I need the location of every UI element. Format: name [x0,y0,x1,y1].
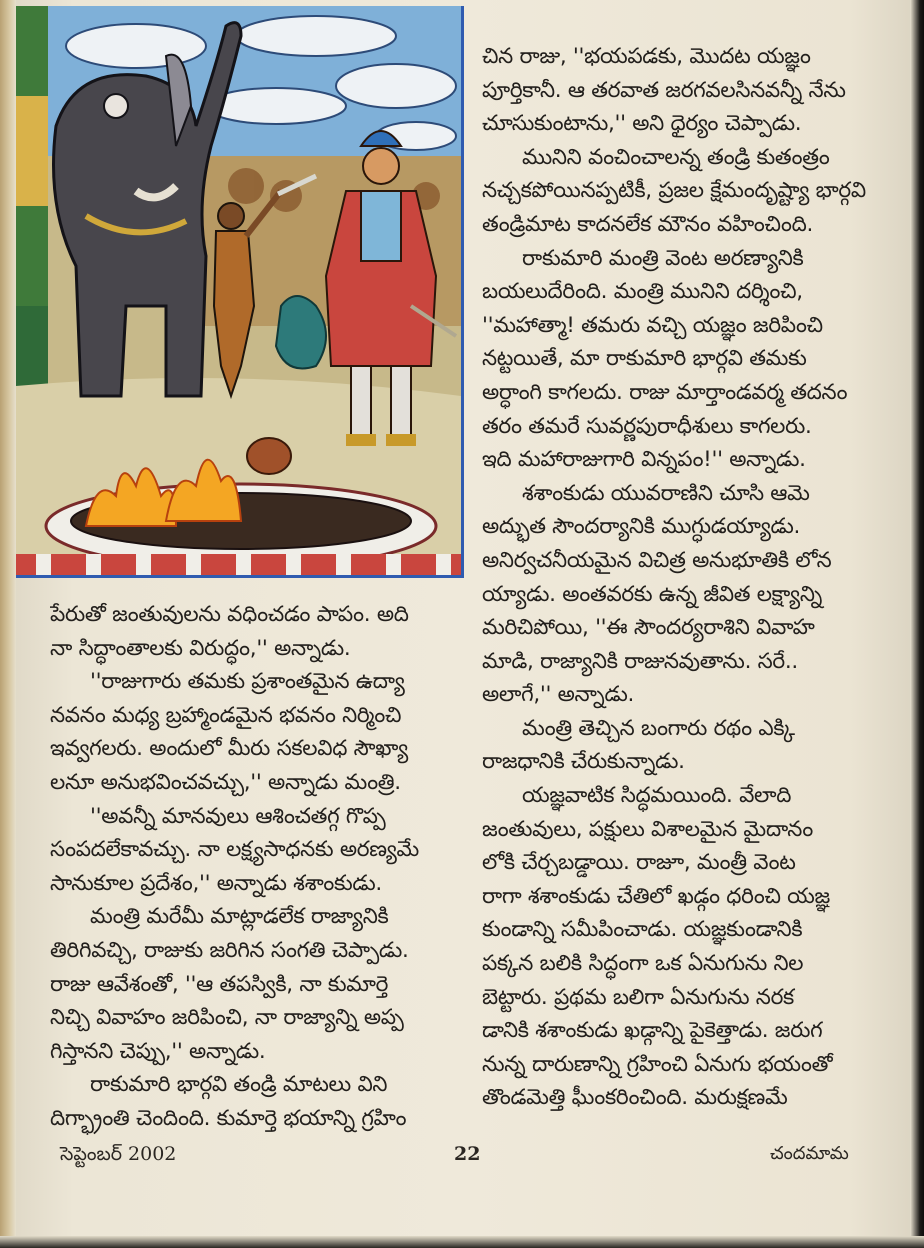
text-line: సానుకూల ప్రదేశం,'' అన్నాడు శశాంకుడు. [50,870,382,896]
text-line: లోకి చేర్చబడ్డాయి. రాజూ, మంత్రీ వెంట [482,850,796,876]
paragraph [482,242,887,477]
page-right-edge [910,0,924,1248]
paragraph [50,665,460,799]
right-text-column [482,40,887,1115]
text-line: తండ్రిమాట కాదనలేక మౌనం వహించింది. [482,211,814,237]
text-line: లనూ అనుభవించవచ్చు,'' అన్నాడు మంత్రి. [50,769,401,795]
paragraph [482,40,887,141]
text-line: నట్టయితే, మా రాకుమారి భార్గవి తమకు [482,346,807,372]
footer-page-number: 22 [454,1143,481,1165]
text-line: అనిర్వచనీయమైన విచిత్ర అనుభూతికి లోన [482,547,832,573]
text-line: తరం తమరే సువర్ణపురాధీశులు కాగలరు. [482,413,812,439]
story-illustration [16,6,464,578]
text-line: ''అవన్నీ మానవులు ఆశించతగ్గ గొప్ప [90,803,386,829]
text-line: నా సిద్ధాంతాలకు విరుద్ధం,'' అన్నాడు. [50,635,351,661]
text-line: మంత్రి మరేమీ మాట్లాడలేక రాజ్యానికి [90,904,389,930]
text-line: నున్న దారుణాన్ని గ్రహించి ఏనుగు భయంతో [482,1051,833,1077]
page-bottom-edge [0,1236,924,1248]
text-line: అర్ధాంగి కాగలదు. రాజు మార్తాండవర్మ తదనం [482,379,848,405]
text-line: అద్భుత సౌందర్యానికి ముగ్ధుడయ్యాడు. [482,514,801,540]
text-line: పక్కన బలికి సిద్ధంగా ఒక ఏనుగును నిల [482,951,804,977]
footer-date: సెప్టెంబర్ 2002 [60,1143,177,1165]
text-line: య్యాడు. అంతవరకు ఉన్న జీవిత లక్ష్యాన్ని [482,581,822,607]
left-text-column [50,598,460,1136]
text-line: దిగ్భ్రాంతి చెందింది. కుమార్తె భయాన్ని గ్రహిం [50,1105,407,1131]
paragraph [50,598,460,665]
text-line: రాజు ఆవేశంతో, ''ఆ తపస్వికి, నా కుమార్తె [50,971,389,997]
text-line: రాజధానికి చేరుకున్నాడు. [482,749,685,775]
text-line: చిన రాజు, ''భయపడకు, మొదట యజ్ఞం [482,44,811,69]
text-line: బెట్టారు. ప్రథమ బలిగా ఏనుగును నరక [482,984,794,1010]
text-line: రాకుమారి మంత్రి వెంట అరణ్యానికి [522,245,804,271]
paragraph [482,477,887,712]
text-line: గిస్తానని చెప్పు,'' అన్నాడు. [50,1038,266,1064]
text-line: మాడి, రాజ్యానికి రాజునవుతాను. సరే.. [482,648,798,674]
footer-magazine-name: చందమామ [770,1143,849,1164]
text-line: నవనం మధ్య బ్రహ్మాండమైన భవనం నిర్మించి [50,702,402,728]
text-line: డానికి శశాంకుడు ఖడ్గాన్ని పైకెత్తాడు. జరుగ [482,1018,823,1044]
text-line: మంత్రి తెచ్చిన బంగారు రథం ఎక్కి [522,715,795,741]
text-line: పూర్తికానీ. ఆ తరవాత జరగవలసినవన్నీ నేను [482,77,846,103]
text-line: శశాంకుడు యువరాణిని చూసి ఆమె [522,480,810,506]
paragraph [50,1068,460,1135]
text-line: నచ్చకపోయినప్పటికీ, ప్రజల క్షేమందృష్ట్యా భార్గవి [482,178,866,204]
text-line: ''మహాత్మా! తమరు వచ్చి యజ్ఞం జరిపించి [482,312,823,338]
paragraph [50,800,460,901]
text-line: పేరుతో జంతువులను వధించడం పాపం. అది [50,602,409,627]
text-line: తిరిగివచ్చి, రాజుకు జరిగిన సంగతి చెప్పాడు. [50,937,409,963]
text-line: జంతువులు, పక్షులు విశాలమైన మైదానం [482,816,813,842]
text-line: మునిని వంచించాలన్న తండ్రి కుతంత్రం [522,144,830,170]
text-line: ఇవ్వగలరు. అందులో మీరు సకలవిధ సౌఖ్యా [50,736,408,762]
text-line: రాకుమారి భార్గవి తండ్రి మాటలు విని [90,1072,388,1098]
text-line: యజ్ఞవాటిక సిద్ధమయింది. వేలాది [522,783,792,809]
paragraph [482,779,887,1115]
text-line: ''రాజుగారు తమకు ప్రశాంతమైన ఉద్యా [90,669,405,695]
text-line: ఇది మహారాజుగారి విన్నపం!'' అన్నాడు. [482,447,806,473]
paragraph [482,712,887,779]
text-line: అలాగే,'' అన్నాడు. [482,682,635,708]
text-line: తొండమెత్తి ఘీంకరించింది. మరుక్షణమే [482,1085,788,1111]
page-spine-edge [0,0,16,1248]
text-line: చూసుకుంటాను,'' అని ధైర్యం చెప్పాడు. [482,111,802,137]
text-line: కుండాన్ని సమీపించాడు. యజ్ఞకుండానికి [482,917,803,943]
paragraph [482,141,887,242]
text-line: నిచ్చి వివాహం జరిపించి, నా రాజ్యాన్ని అప్ప [50,1005,404,1031]
text-line: సంపదలేకావచ్చు. నా లక్ష్యసాధనకు అరణ్యమే [50,837,419,863]
text-line: రాగా శశాంకుడు చేతిలో ఖడ్గం ధరించి యజ్ఞ [482,883,830,909]
text-line: బయలుదేరింది. మంత్రి మునిని దర్శించి, [482,279,803,305]
text-line: మరిచిపోయి, ''ఈ సౌందర్యరాశిని వివాహ [482,615,815,641]
paragraph [50,900,460,1068]
